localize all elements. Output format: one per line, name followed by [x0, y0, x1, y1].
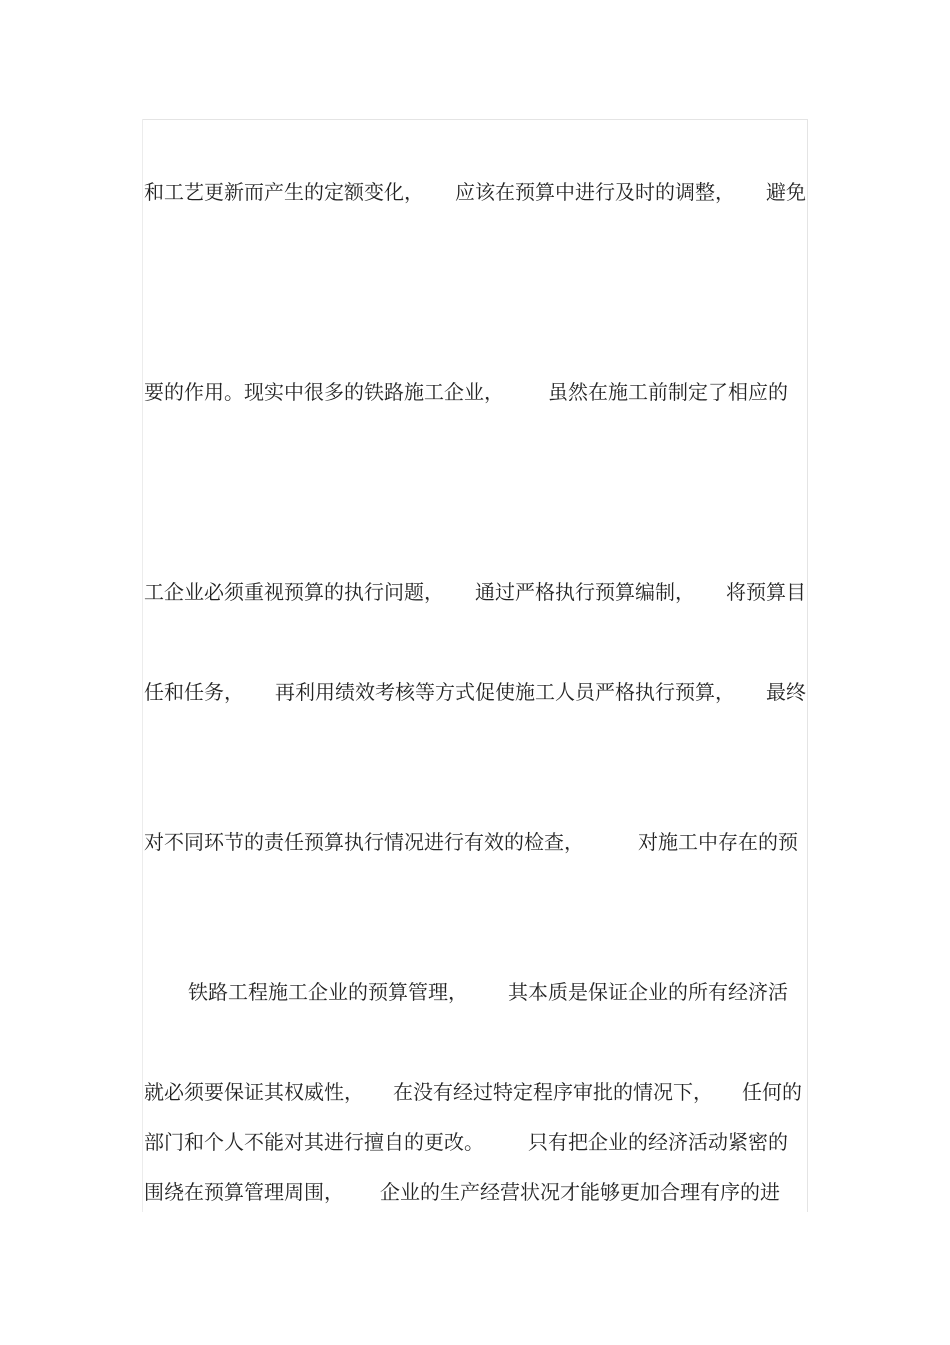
text-segment: 要的作用。现实中很多的铁路施工企业， [144, 380, 504, 404]
text-line [144, 1019, 806, 1069]
text-line [144, 619, 806, 669]
text-segment: 对不同环节的责任预算执行情况进行有效的检查， [144, 830, 584, 854]
text-segment: 将预算目 [726, 580, 806, 604]
text-segment: 最终 [766, 680, 806, 704]
document-body [144, 119, 806, 1219]
text-segment: 在没有经过特定程序审批的情况下， [393, 1080, 713, 1104]
text-segment: 应该在预算中进行及时的调整， [455, 180, 735, 204]
text-segment: 铁路工程施工企业的预算管理， [188, 980, 468, 1004]
text-segment: 其本质是保证企业的所有经济活 [508, 980, 788, 1004]
text-segment: 通过严格执行预算编制， [475, 580, 695, 604]
page-frame-left-border [142, 119, 143, 1212]
text-line [144, 669, 806, 719]
text-line [144, 869, 806, 919]
text-segment: 对施工中存在的预 [638, 830, 798, 854]
text-line [144, 319, 806, 369]
text-line [144, 1169, 806, 1219]
text-line [144, 419, 806, 469]
text-line [144, 819, 806, 869]
text-line [144, 719, 806, 769]
text-segment: 任何的 [742, 1080, 802, 1104]
text-line [144, 569, 806, 619]
page-frame-right-border [807, 119, 808, 1212]
text-line [144, 119, 806, 169]
text-segment: 再利用绩效考核等方式促使施工人员严格执行预算， [275, 680, 735, 704]
text-segment: 和工艺更新而产生的定额变化， [144, 180, 424, 204]
text-line [144, 519, 806, 569]
text-line [144, 169, 806, 219]
text-segment: 就必须要保证其权威性， [144, 1080, 364, 1104]
text-line [144, 469, 806, 519]
text-segment: 企业的生产经营状况才能够更加合理有序的进 [380, 1180, 780, 1204]
text-segment: 只有把企业的经济活动紧密的 [528, 1130, 788, 1154]
text-line [144, 1069, 806, 1119]
text-segment: 工企业必须重视预算的执行问题， [144, 580, 444, 604]
text-line [144, 1119, 806, 1169]
text-segment: 任和任务， [144, 680, 244, 704]
text-line [144, 969, 806, 1019]
text-segment: 部门和个人不能对其进行擅自的更改。 [144, 1130, 484, 1154]
text-segment: 避免 [766, 180, 806, 204]
section-heading [144, 269, 806, 319]
text-segment: 虽然在施工前制定了相应的 [548, 380, 788, 404]
section-heading [144, 919, 806, 969]
text-line [144, 769, 806, 819]
text-line [144, 219, 806, 269]
text-segment: 围绕在预算管理周围， [144, 1180, 344, 1204]
text-line [144, 369, 806, 419]
